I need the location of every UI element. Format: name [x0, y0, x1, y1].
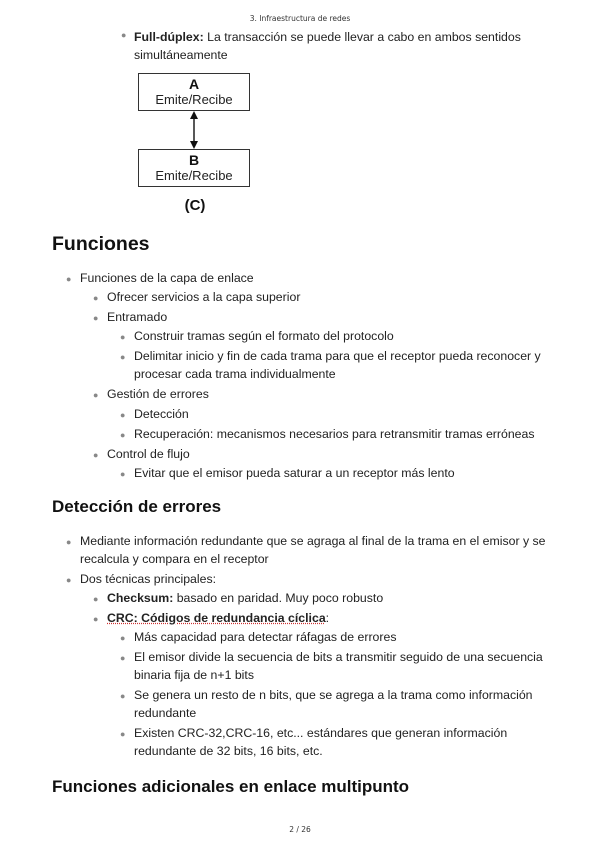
term-label: Checksum: [107, 591, 174, 605]
list-item-continuation: binaria fija de n+1 bits [134, 668, 254, 682]
list-item-continuation: recalcula y compara en el receptor [80, 552, 269, 566]
list-item: Dos técnicas principales: [80, 572, 217, 586]
bullet: ● [93, 390, 99, 400]
bullet: ● [120, 469, 126, 479]
bullet: ● [120, 691, 126, 701]
bullet: ● [120, 410, 126, 420]
bullet: ● [93, 293, 99, 303]
bullet: ● [121, 30, 127, 40]
list-item: Construir tramas según el formato del protocolo [134, 329, 394, 343]
list-item-crc: CRC: Códigos de redundancia cíclica: [107, 611, 330, 625]
list-item: Control de flujo [107, 447, 190, 461]
list-item: Existen CRC-32,CRC-16, etc... estándares que generan información [134, 726, 508, 740]
station-a-role: Emite/Recibe [155, 92, 233, 107]
list-item: Mediante información redundante que se agraga al final de la trama en el emisor y se [80, 534, 546, 548]
list-item-full-duplex: Full-dúplex: La transacción se puede llevar a cabo en ambos sentidos [134, 30, 521, 44]
bullet: ● [93, 450, 99, 460]
bullet: ● [93, 594, 99, 604]
station-b-letter: B [188, 152, 200, 168]
list-item: Más capacidad para detectar ráfagas de errores [134, 630, 397, 644]
bullet: ● [93, 614, 99, 624]
list-item: Detección [134, 407, 189, 421]
list-item: Ofrecer servicios a la capa superior [107, 290, 301, 304]
list-item: Recuperación: mecanismos necesarios para retransmitir tramas erróneas [134, 427, 535, 441]
bidirectional-arrow-icon [186, 111, 202, 149]
list-item-continuation: redundante de 32 bits, 16 bits, etc. [134, 744, 323, 758]
list-item-continuation: redundante [134, 706, 197, 720]
list-item: Entramado [107, 310, 168, 324]
bullet: ● [93, 313, 99, 323]
list-item: Delimitar inicio y fin de cada trama para que el receptor pueda reconocer y [134, 349, 541, 363]
term-label: Full-dúplex: [134, 30, 204, 44]
station-a-box [138, 73, 250, 111]
page-number: 2 / 26 [289, 825, 311, 834]
bullet: ● [66, 575, 72, 585]
station-b-box [138, 149, 250, 187]
bullet: ● [120, 633, 126, 643]
station-b-role: Emite/Recibe [155, 168, 233, 183]
list-item-continuation: simultáneamente [134, 48, 228, 62]
bullet: ● [120, 352, 126, 362]
bullet: ● [120, 332, 126, 342]
list-item: El emisor divide la secuencia de bits a transmitir seguido de una secuencia [134, 650, 543, 664]
term-label: CRC: Códigos de redundancia cíclica [107, 611, 326, 625]
list-item: Funciones de la capa de enlace [80, 271, 254, 285]
list-item: Se genera un resto de n bits, que se agrega a la trama como información [134, 688, 533, 702]
heading-adicionales: Funciones adicionales en enlace multipunto [52, 777, 410, 796]
bullet: ● [120, 729, 126, 739]
bullet: ● [66, 537, 72, 547]
list-item: Gestión de errores [107, 387, 209, 401]
bullet: ● [120, 653, 126, 663]
list-item-continuation: procesar cada trama individualmente [134, 367, 336, 381]
bullet: ● [66, 274, 72, 284]
heading-deteccion: Detección de errores [52, 497, 222, 516]
list-item: Evitar que el emisor pueda saturar a un receptor más lento [134, 466, 455, 480]
full-duplex-diagram [138, 73, 252, 219]
list-item-checksum: Checksum: basado en paridad. Muy poco robusto [107, 591, 384, 605]
diagram-caption: (C) [184, 197, 206, 214]
running-header: 3. Infraestructura de redes [249, 14, 351, 23]
bullet: ● [120, 430, 126, 440]
heading-funciones: Funciones [52, 233, 150, 255]
station-a-letter: A [188, 76, 200, 92]
